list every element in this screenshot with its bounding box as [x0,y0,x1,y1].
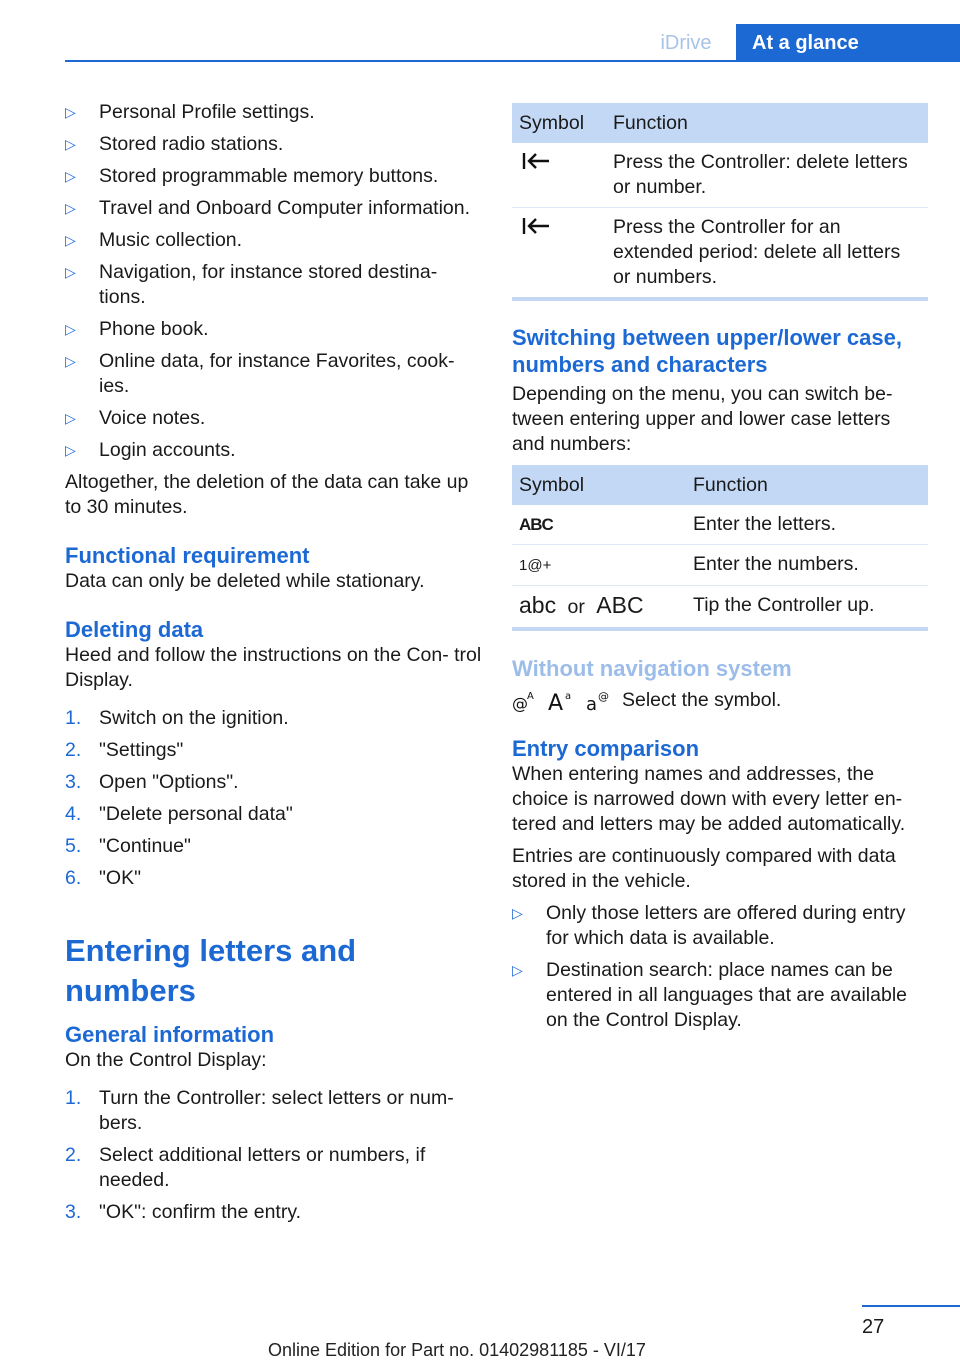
delete-letter-icon [519,215,553,237]
case-symbol-table [512,465,928,631]
section-label: iDrive [660,32,712,54]
page-number: 27 [862,1316,885,1338]
deleting-data-heading: Deleting data [65,617,204,642]
table-cell: Enter the numbers. [686,545,928,586]
list-item: ▷ Phone book. [65,318,209,340]
delete-symbol-table [512,103,928,301]
triangle-bullet-icon: ▷ [65,442,76,458]
paragraph: Select the symbol. [622,689,782,711]
symbol-row [512,688,928,713]
list-item: 2. "Settings" [65,739,184,761]
chapter-tab: At a glance [736,24,960,62]
list-item: ▷ Online data, for instance Favorites, cook‐ ies. [65,350,455,397]
general-information-heading: General information [65,1022,275,1047]
entry-comparison-list [512,901,928,1033]
list-item: ▷ Destination search: place names can be entered in all languages that are available on the Control Display. [512,959,908,1031]
table-cell [512,545,686,586]
svg-text:@: @ [598,689,609,703]
or-label: or [567,596,585,618]
table-header: Symbol [512,465,686,505]
without-navigation-heading: Without navigation system [512,656,792,681]
triangle-bullet-icon: ▷ [65,104,76,120]
letter-at-icon [586,689,612,713]
paragraph: Data can only be deleted while stationary. [65,570,425,592]
triangle-bullet-icon: ▷ [65,410,76,426]
paragraph: Entries are continuously compared with data stored in the vehicle. [512,845,896,892]
letter-case-icon [548,689,576,713]
list-item: 5. "Continue" [65,835,191,857]
table-cell: Tip the Controller up. [693,594,875,616]
list-item: 2. Select additional letters or numbers, if needed. [65,1144,426,1191]
entering-letters-heading: Entering letters and numbers [65,933,357,1008]
table-row [512,505,928,545]
entry-comparison-heading: Entry comparison [512,736,700,761]
triangle-bullet-icon: ▷ [512,962,523,978]
paragraph: When entering names and addresses, the choice is narrowed down with every letter en‐ tered and letters may be added automatically. [512,763,906,835]
table-cell: Press the Controller for an extended period: delete all letters or numbers. [613,216,901,288]
right-column [512,103,928,1040]
table-row [512,208,928,300]
table-cell: Press the Controller: delete letters or number. [606,143,928,208]
triangle-bullet-icon: ▷ [65,168,76,184]
lowercase-icon: abc [519,592,557,618]
table-header: Function [686,465,928,505]
list-item: ▷ Music collection. [65,229,243,251]
triangle-bullet-icon: ▷ [65,353,76,369]
svg-text:a: a [586,693,598,713]
svg-text:@: @ [512,693,528,713]
list-item: 1. Turn the Controller: select letters or num‐ bers. [65,1087,454,1134]
table-row [512,545,928,586]
list-item: ▷ Login accounts. [65,439,236,461]
uppercase-icon: ABC [596,592,644,618]
table-cell [512,208,606,300]
list-item: 3. Open "Options". [65,771,239,793]
table-header: Symbol [512,103,606,143]
svg-text:A: A [548,690,564,713]
list-item: ▷ Stored programmable memory buttons. [65,165,439,187]
triangle-bullet-icon: ▷ [65,200,76,216]
header-rule [65,60,960,62]
list-item: ▷ Voice notes. [65,407,206,429]
triangle-bullet-icon: ▷ [65,136,76,152]
triangle-bullet-icon: ▷ [65,232,76,248]
triangle-bullet-icon: ▷ [512,905,523,921]
paragraph: Altogether, the deletion of the data can take up to 30 minutes. [65,471,469,518]
numbers-icon: 1@+ [519,557,552,574]
table-cell: Enter the letters. [686,505,928,545]
table-row [512,586,928,630]
list-item: 1. Switch on the ignition. [65,707,289,729]
svg-text:a: a [565,690,572,702]
at-letter-icon [512,689,538,713]
list-item: ▷ Travel and Onboard Computer information. [65,197,471,219]
deleting-steps [65,706,483,891]
footer-text: Online Edition for Part no. 01402981185 - VI/17 [268,1340,646,1360]
table-cell [512,143,606,208]
table-cell [512,505,686,545]
list-item: ▷ Only those letters are offered during entry for which data is available. [512,902,906,949]
paragraph: On the Control Display: [65,1049,267,1071]
list-item: ▷ Personal Profile settings. [65,101,315,123]
list-item: 4. "Delete personal data" [65,803,293,825]
left-column [65,100,483,1232]
list-item: ▷ Navigation, for instance stored destina‐ tions. [65,261,438,308]
switching-case-heading: Switching between upper/lower case, numbers and characters [512,325,902,377]
triangle-bullet-icon: ▷ [65,264,76,280]
functional-requirement-heading: Functional requirement [65,543,310,568]
table-row [512,143,928,208]
letters-icon: ABC [519,515,553,534]
table-header: Function [606,103,928,143]
triangle-bullet-icon: ▷ [65,321,76,337]
delete-letter-icon [519,150,553,172]
list-item: 3. "OK": confirm the entry. [65,1201,302,1223]
paragraph: Heed and follow the instructions on the Con‐ trol Display. [65,644,482,691]
svg-text:A: A [527,690,534,702]
page-number-rule [862,1305,960,1307]
list-item: ▷ Stored radio stations. [65,133,284,155]
paragraph: Depending on the menu, you can switch be‐ tween entering upper and lower case letters and numbers: [512,383,893,455]
entry-steps [65,1086,483,1225]
list-item: 6. "OK" [65,867,142,889]
deletion-data-list [65,100,483,463]
table-cell [512,586,686,630]
